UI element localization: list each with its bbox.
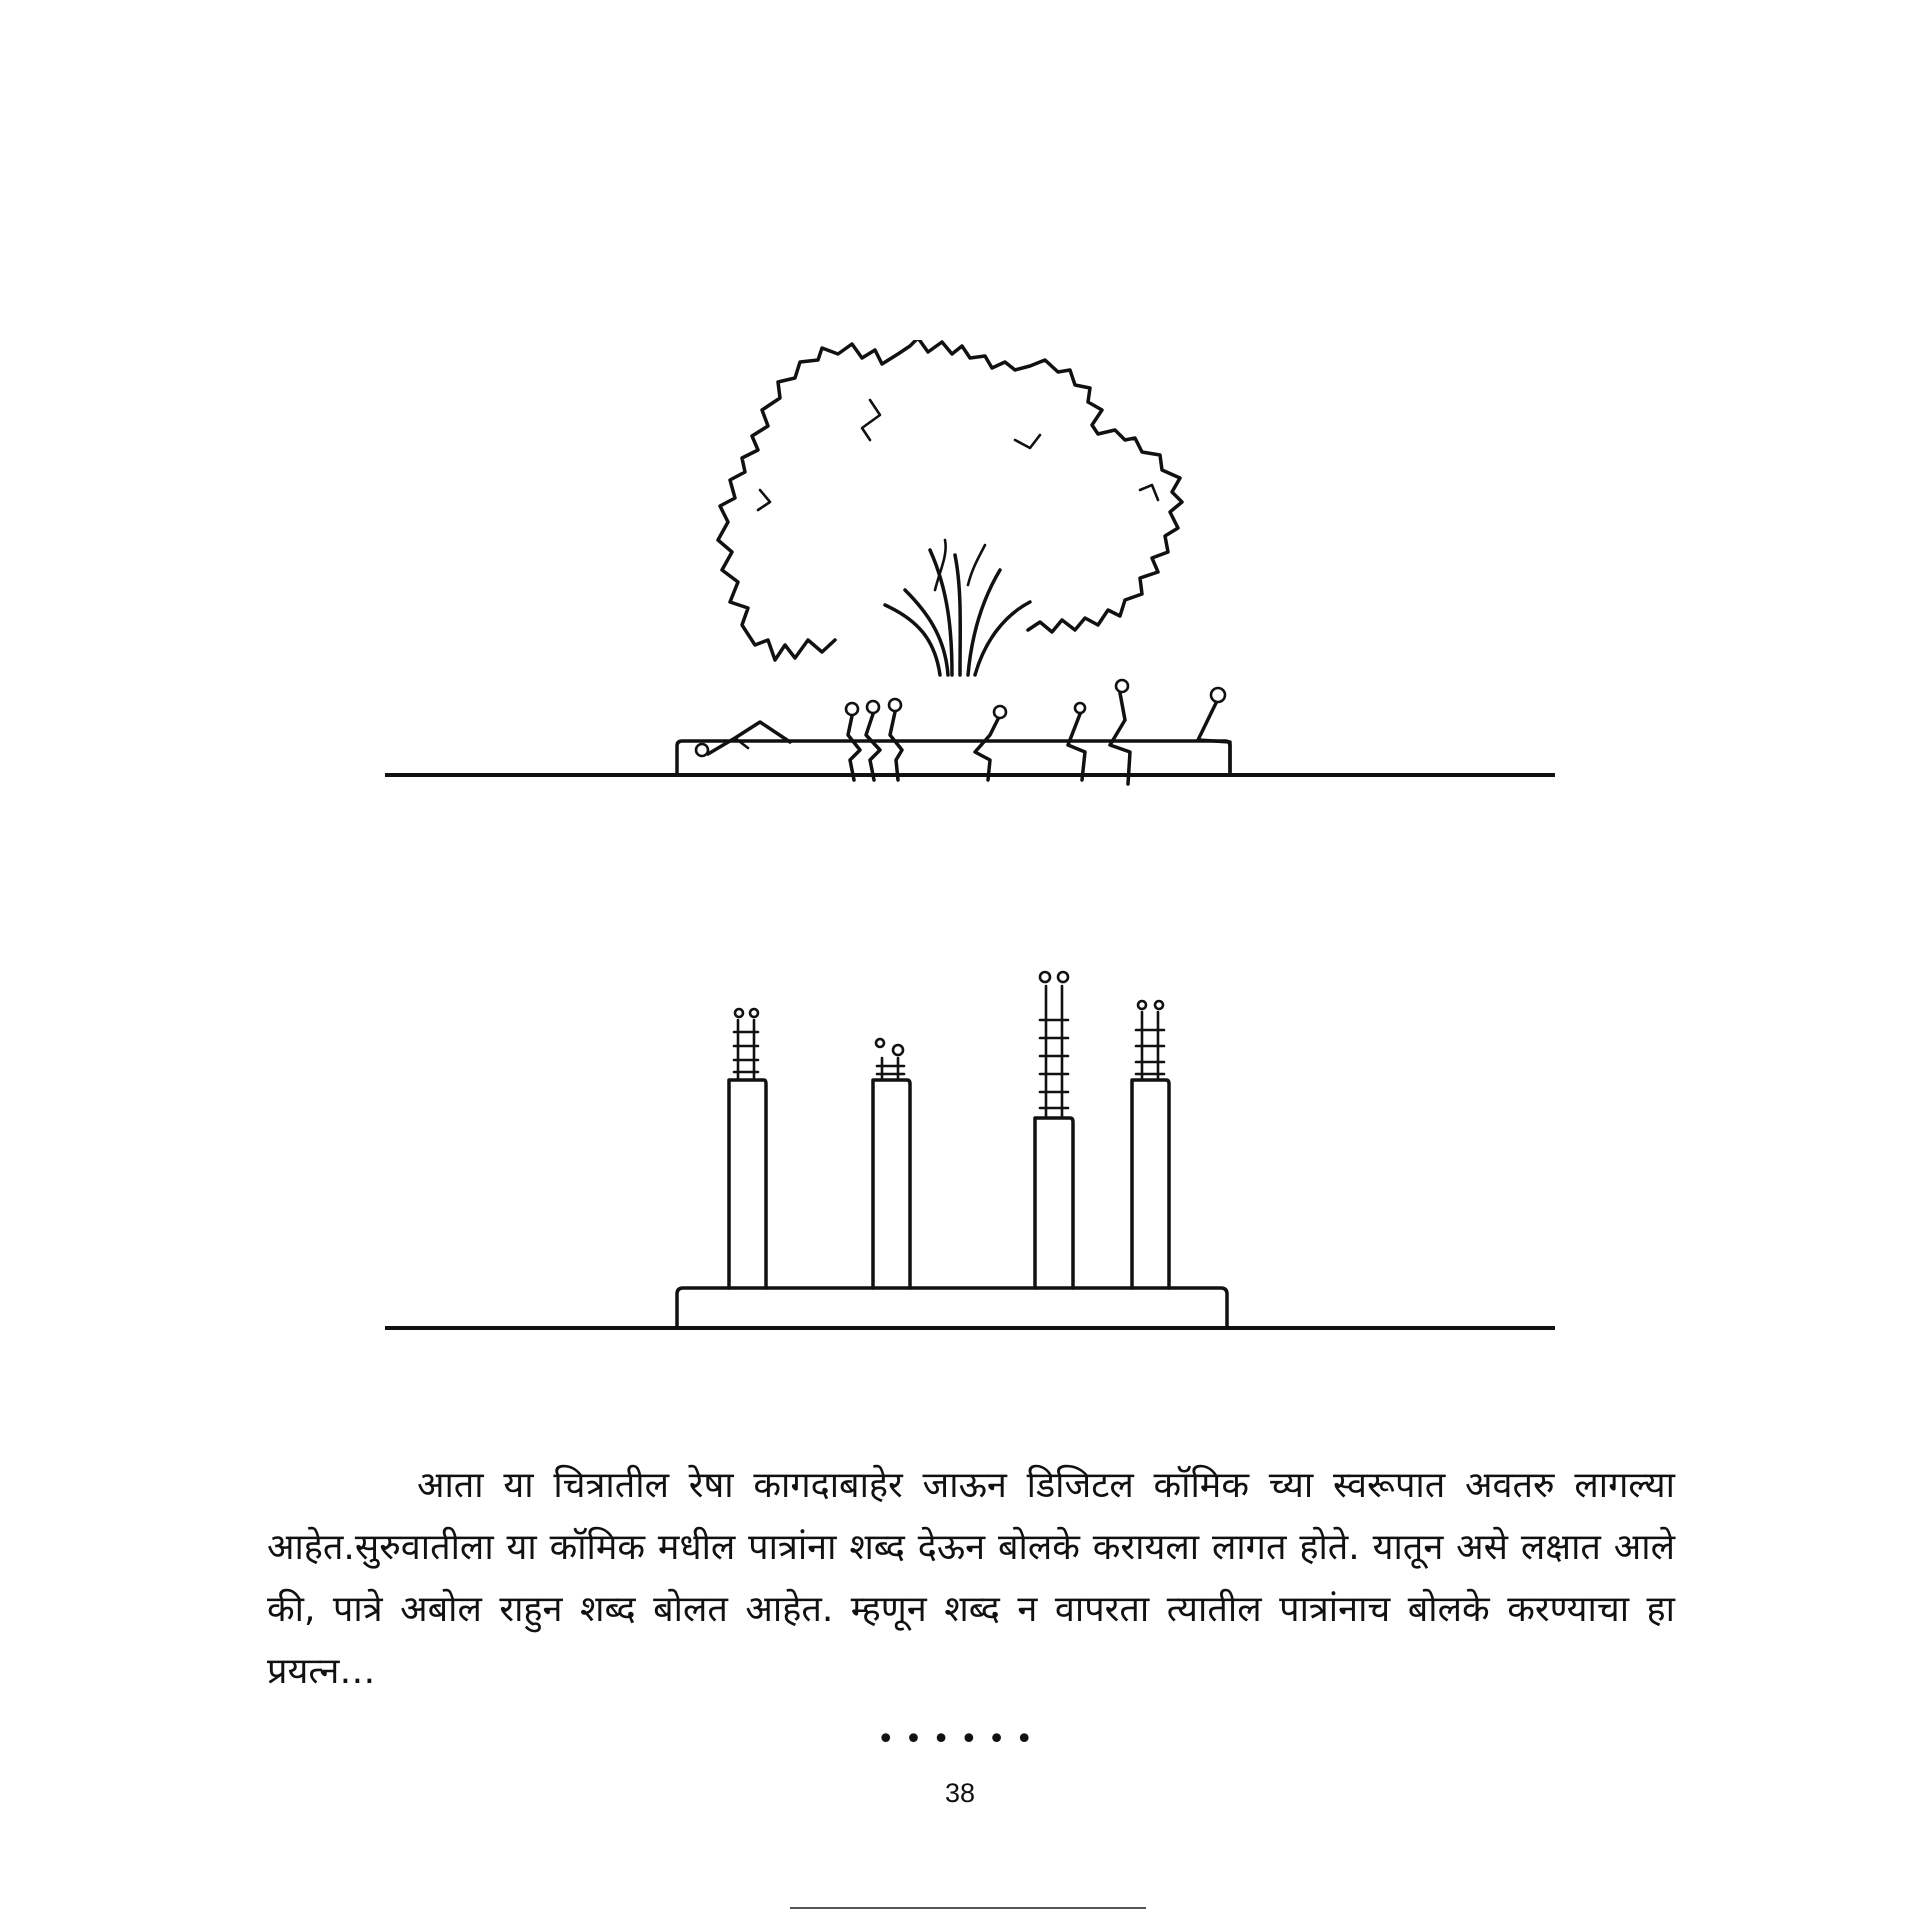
tree-illustration (0, 340, 1920, 840)
pillar-1 (729, 1009, 766, 1288)
platform (677, 741, 1230, 775)
reclining-figure (696, 722, 790, 756)
pillar-4 (1132, 1001, 1169, 1288)
page-number: 38 (944, 1778, 976, 1808)
tree-trunk (885, 605, 940, 675)
body-paragraph: आता या चित्रातील रेषा कागदाबाहेर जाऊन डिजिटल कॉमिक च्या स्वरूपात अवतरु लागल्या आहेत.सुरुवातीला या कॉमिक मधील पात्रांना शब्द देऊन बोलके करायला लागत होते. यातून असे लक्षात आले की, पात्रे अबोल राहुन शब्द बोलत आहेत. म्हणून शब्द न वापरता त्यातील पात्रांनाच बोलके करण्याचा हा प्रयत्न… (267, 1465, 1675, 1692)
pillar-platform (677, 1288, 1227, 1328)
pillar-2 (873, 1039, 910, 1288)
right-figures (1068, 680, 1230, 784)
pillar-3 (1035, 972, 1073, 1288)
section-separator: •••••• (876, 1722, 1044, 1757)
tree-canopy (718, 340, 1182, 660)
footer-rule (790, 1907, 1146, 1909)
pillars-illustration (0, 950, 1920, 1350)
